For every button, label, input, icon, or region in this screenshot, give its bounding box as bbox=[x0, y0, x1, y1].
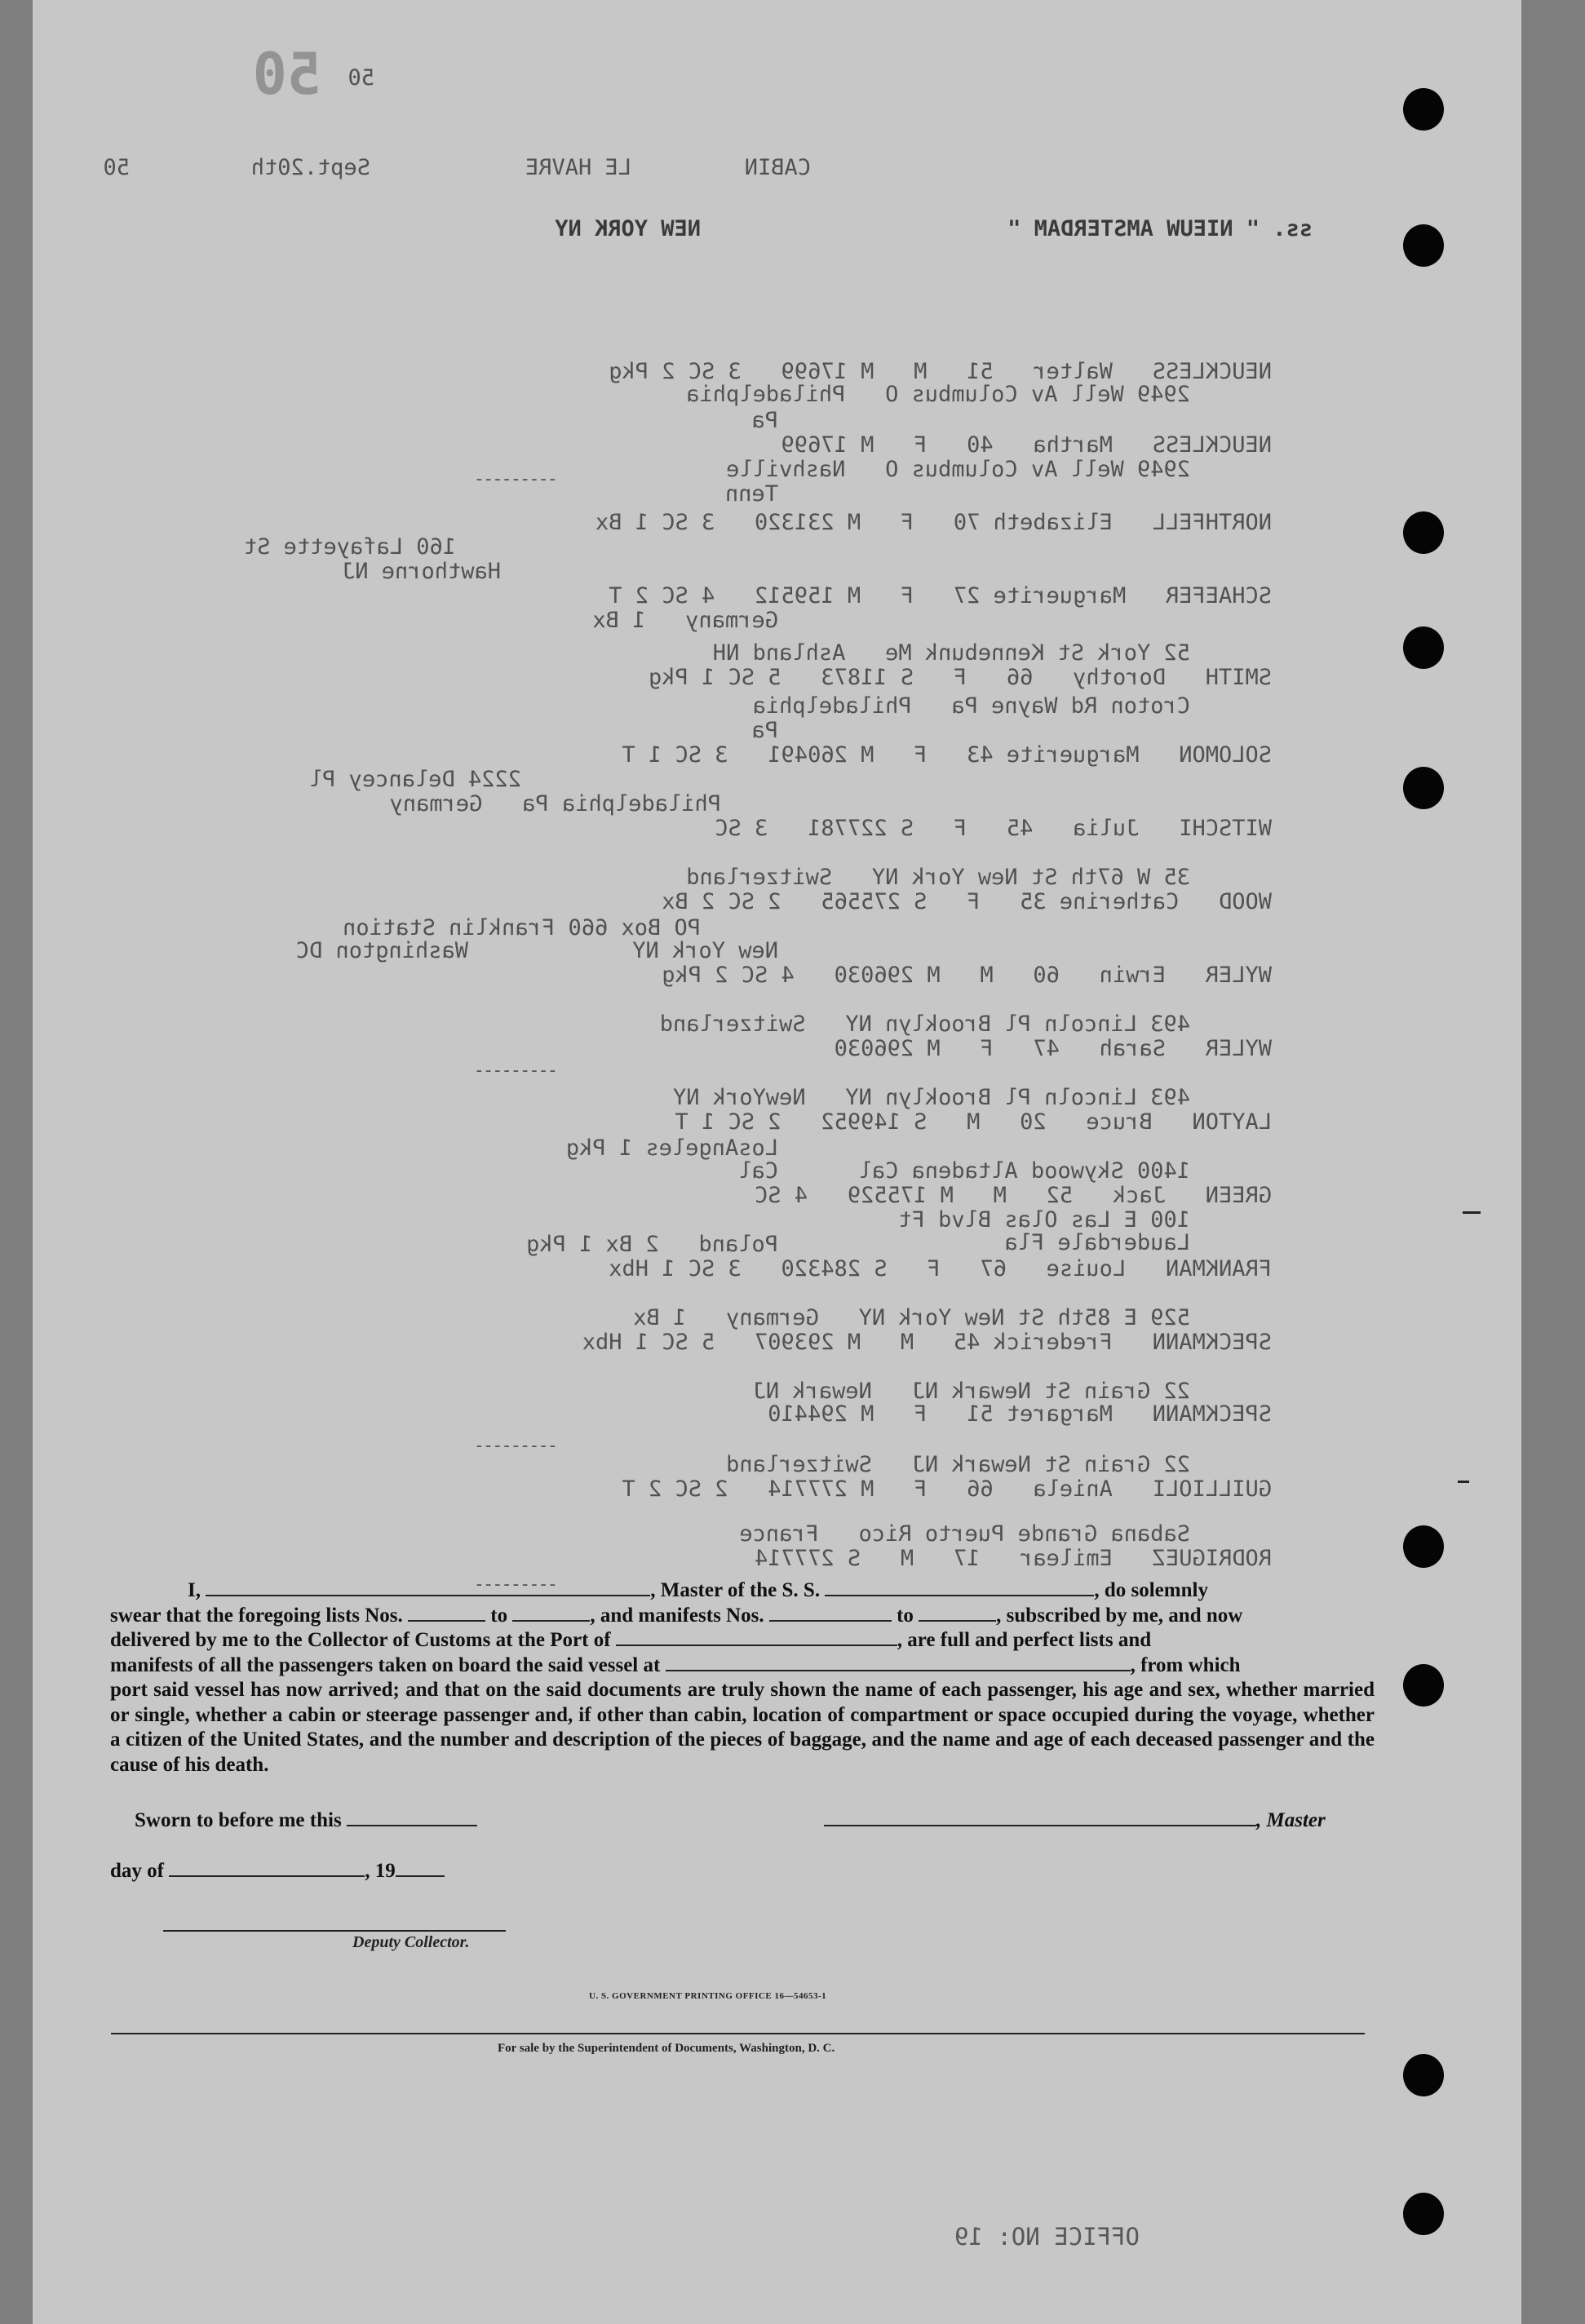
master-label: , Master bbox=[1256, 1809, 1326, 1831]
manifest-page bbox=[33, 0, 1521, 2324]
oath-solemnly: , do solemnly bbox=[1094, 1579, 1208, 1601]
list-item: WYLER Erwin 60 M M 296030 4 SC 2 Pkg bbox=[662, 963, 1272, 988]
page-number-small: 50 bbox=[348, 65, 374, 91]
list-item: Tenn bbox=[724, 481, 778, 507]
list-item: 493 Lincoln Pl Brooklyn NY Switzerland bbox=[659, 1011, 1190, 1037]
list-item: SCHAEFER Marguerite 27 F M 159512 4 SC 2 T bbox=[609, 583, 1272, 609]
list-item: Cal bbox=[738, 1158, 778, 1184]
list-item: NEUCKLESS Walter 51 M M 17699 3 SC 2 Pkg bbox=[609, 359, 1272, 384]
port-of-departure: LE HAVRE bbox=[525, 155, 631, 180]
list-item: Lauderdale Fla bbox=[1004, 1230, 1190, 1255]
office-stamp: OFFICE NO: 19 bbox=[954, 2223, 1140, 2251]
list-item: SMITH Dorothy 66 F S 11873 5 SC 1 Pkg bbox=[648, 665, 1272, 690]
list-item: WOOD Catherine 35 F S 275565 2 SC 2 Bx bbox=[662, 889, 1272, 914]
list-item: NEUCKLESS Martha 40 F M 17699 bbox=[781, 432, 1272, 458]
sailing-date: Sept.20th bbox=[250, 155, 370, 180]
list-item: WYLER Sarah 47 F M 296030 bbox=[834, 1036, 1272, 1061]
list-item: 52 York St Kennebunk Me Ashland NH bbox=[712, 640, 1190, 666]
list-item: SPECKMANN Frederick 45 M M 293907 5 SC 1 Hbx bbox=[582, 1330, 1272, 1355]
list-item: GREEN Jack 52 M M 175529 4 SC bbox=[755, 1183, 1272, 1208]
punch-hole bbox=[1403, 2193, 1444, 2235]
list-item: 2949 Well Av Columbus O Nashville bbox=[726, 457, 1190, 482]
list-item: Pa bbox=[751, 408, 778, 433]
list-item: New York NY bbox=[632, 938, 778, 963]
list-item: RODRIGUEZ Emilear 17 M S 277714 bbox=[755, 1546, 1272, 1571]
for-sale-notice: For sale by the Superintendent of Documents, Washington, D. C. bbox=[498, 2042, 835, 2055]
footer-rule bbox=[111, 2033, 1365, 2034]
list-item: Washington DC bbox=[295, 938, 468, 963]
line-number: 50 bbox=[103, 155, 130, 180]
printing-office-imprint: U. S. GOVERNMENT PRINTING OFFICE 16—54653-1 bbox=[589, 1991, 827, 2001]
divider: --------- bbox=[475, 1436, 558, 1456]
deputy-collector-label: Deputy Collector. bbox=[352, 1933, 470, 1951]
list-item: 2224 Delancey Pl bbox=[308, 767, 521, 792]
deputy-signature-line bbox=[163, 1930, 506, 1932]
ship-name: ss. " NIEUW AMSTERDAM " bbox=[1007, 216, 1313, 241]
list-item: 35 W 67th St New York NY Switzerland bbox=[686, 865, 1190, 890]
ship-name-blank bbox=[825, 1595, 1094, 1596]
list-item: 100 E Las Olas Blvd Ft bbox=[898, 1207, 1190, 1233]
oath-line-3: delivered by me to the Collector of Customs at the Port of , are full and perfect lists and bbox=[110, 1629, 1152, 1651]
cabin-class: CABIN bbox=[744, 155, 811, 180]
list-item: WITSCHI Julia 45 F S 227781 3 SC bbox=[715, 816, 1272, 841]
list-item: Hawthorne NJ bbox=[341, 559, 501, 584]
oath-master-of: , Master of the S. S. bbox=[650, 1579, 821, 1601]
punch-hole bbox=[1403, 2054, 1444, 2096]
bleed-through-list bbox=[33, 0, 1521, 1672]
list-item: 1400 Skywood Altadena Cal bbox=[858, 1158, 1190, 1184]
list-item: SOLOMON Marguerite 43 F M 260491 3 SC 1 T bbox=[622, 742, 1272, 768]
list-item: SPECKMANN Margaret 51 F M 294410 bbox=[768, 1401, 1272, 1427]
list-item: GUILLIOLI Aniela 66 F M 277714 2 SC 2 T bbox=[622, 1476, 1272, 1502]
list-item: 2949 Well Av Columbus O Philadelphia bbox=[686, 382, 1190, 407]
day-of-line: day of , 19 bbox=[110, 1860, 445, 1883]
destination: NEW YORK NY bbox=[555, 216, 701, 241]
oath-i-label: I, bbox=[188, 1579, 201, 1601]
list-item: Pa bbox=[751, 718, 778, 743]
list-item: 160 Lafayette St bbox=[243, 534, 456, 560]
list-item: PO Box 660 Franklin Station bbox=[343, 915, 701, 941]
list-item: 22 Grain St Newark NJ Switzerland bbox=[726, 1452, 1190, 1477]
oath-body: port said vessel has now arrived; and that on the said documents are truly shown the name of each passenger, his age and sex, whether married or single, whether a cabin or steerage passenger and, if other than cabin, location of compartment or space occupied during the voyage, whether a citizen of the United States, and the number and description of the pieces of baggage, and the name and age of each deceased passenger and the cause of his death. bbox=[110, 1679, 1375, 1776]
list-item: 493 Lincoln Pl Brooklyn NY NewYork NY bbox=[673, 1085, 1190, 1110]
list-item: Philadelphia Pa Germany bbox=[389, 791, 721, 817]
list-item: NORTHFELL Elizabeth 70 F M 231320 3 SC 1 Bx bbox=[595, 510, 1272, 535]
master-signature-line bbox=[824, 1809, 1326, 1832]
list-item: Sabana Grande Puerto Rico France bbox=[739, 1521, 1190, 1547]
list-item: FRANKMAN Louise 67 F S 284320 3 SC 1 Hbx bbox=[609, 1256, 1272, 1282]
list-item: Germany 1 Bx bbox=[592, 608, 778, 633]
list-item: LAYTON Bruce 20 M S 149952 2 SC 1 T bbox=[675, 1109, 1272, 1135]
list-item: LosAngeles 1 Pkg bbox=[565, 1135, 778, 1161]
master-oath bbox=[110, 1578, 1375, 1777]
master-name-blank bbox=[206, 1595, 650, 1596]
divider: --------- bbox=[475, 1574, 558, 1595]
oath-line-1 bbox=[110, 1578, 1375, 1604]
list-item: 22 Grain St Newark NJ Newark NJ bbox=[752, 1379, 1190, 1404]
list-item: Poland 2 Bx 1 Pkg bbox=[526, 1232, 778, 1257]
sworn-label: Sworn to before me this bbox=[135, 1809, 477, 1832]
list-item: 529 E 85th St New York NY Germany 1 Bx bbox=[633, 1305, 1190, 1330]
list-item: Croton Rd Wayne Pa Philadelphia bbox=[752, 693, 1190, 719]
divider: --------- bbox=[475, 469, 558, 489]
page-number-large: 50 bbox=[252, 41, 321, 108]
oath-line-4: manifests of all the passengers taken on board the said vessel at , from which bbox=[110, 1653, 1241, 1676]
divider: --------- bbox=[475, 1060, 558, 1081]
oath-line-2: swear that the foregoing lists Nos. to , and manifests Nos. to , subscribed by me, and now bbox=[110, 1604, 1243, 1627]
